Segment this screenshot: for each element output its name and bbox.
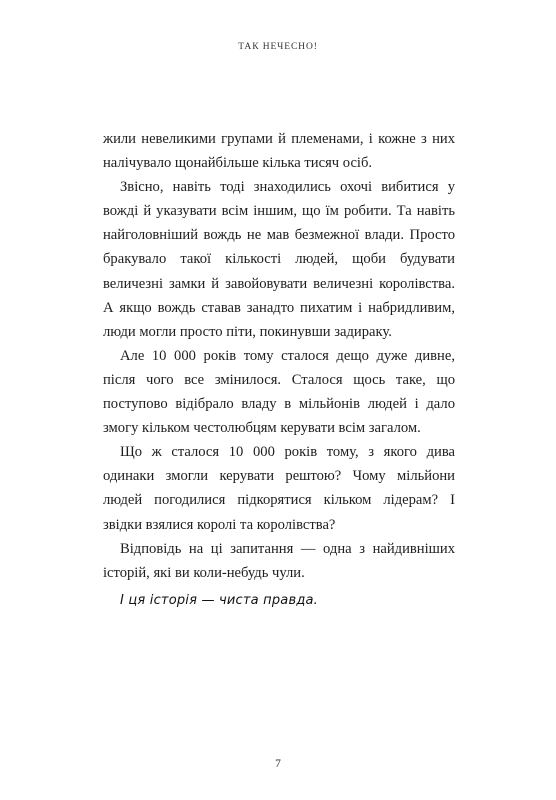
paragraph: жили невеликими групами й племенами, і кожне з них налічувало щонайбільше кілька тисяч осіб.	[103, 131, 455, 172]
running-head: ТАК НЕЧЕСНО!	[238, 42, 318, 52]
paragraph: Відповідь на ці запитання — одна з найдивніших історій, які ви коли-небудь чули.	[103, 540, 455, 581]
handwritten-note: І ця історія — чиста правда.	[120, 592, 319, 608]
paragraph: Але 10 000 років тому сталося дещо дуже дивне, після чого все змінилося. Сталося щось таке, що поступово відібрало владу в мільйонів людей і дало змогу кільком честолюбцям керувати всім загалом.	[103, 347, 455, 437]
body-text	[103, 127, 455, 613]
paragraph: Звісно, навіть тоді знаходились охочі вибитися у вожді й указувати всім іншим, що їм робити. Та навіть найголовніший вождь не мав безмежної влади. Просто бракувало такої кількості людей, щоби будувати величезні замки й завойовувати величезні королівства. А якщо вождь ставав занадто пихатим і набридливим, люди могли просто піти, покинувши задираку.	[103, 179, 455, 340]
page-number: 7	[275, 758, 281, 770]
paragraph: Що ж сталося 10 000 років тому, з якого дива одинаки змогли керувати рештою? Чому мільйони людей погодилися підкорятися кільком лідерам? І звідки взялися королі та королівства?	[103, 444, 455, 533]
